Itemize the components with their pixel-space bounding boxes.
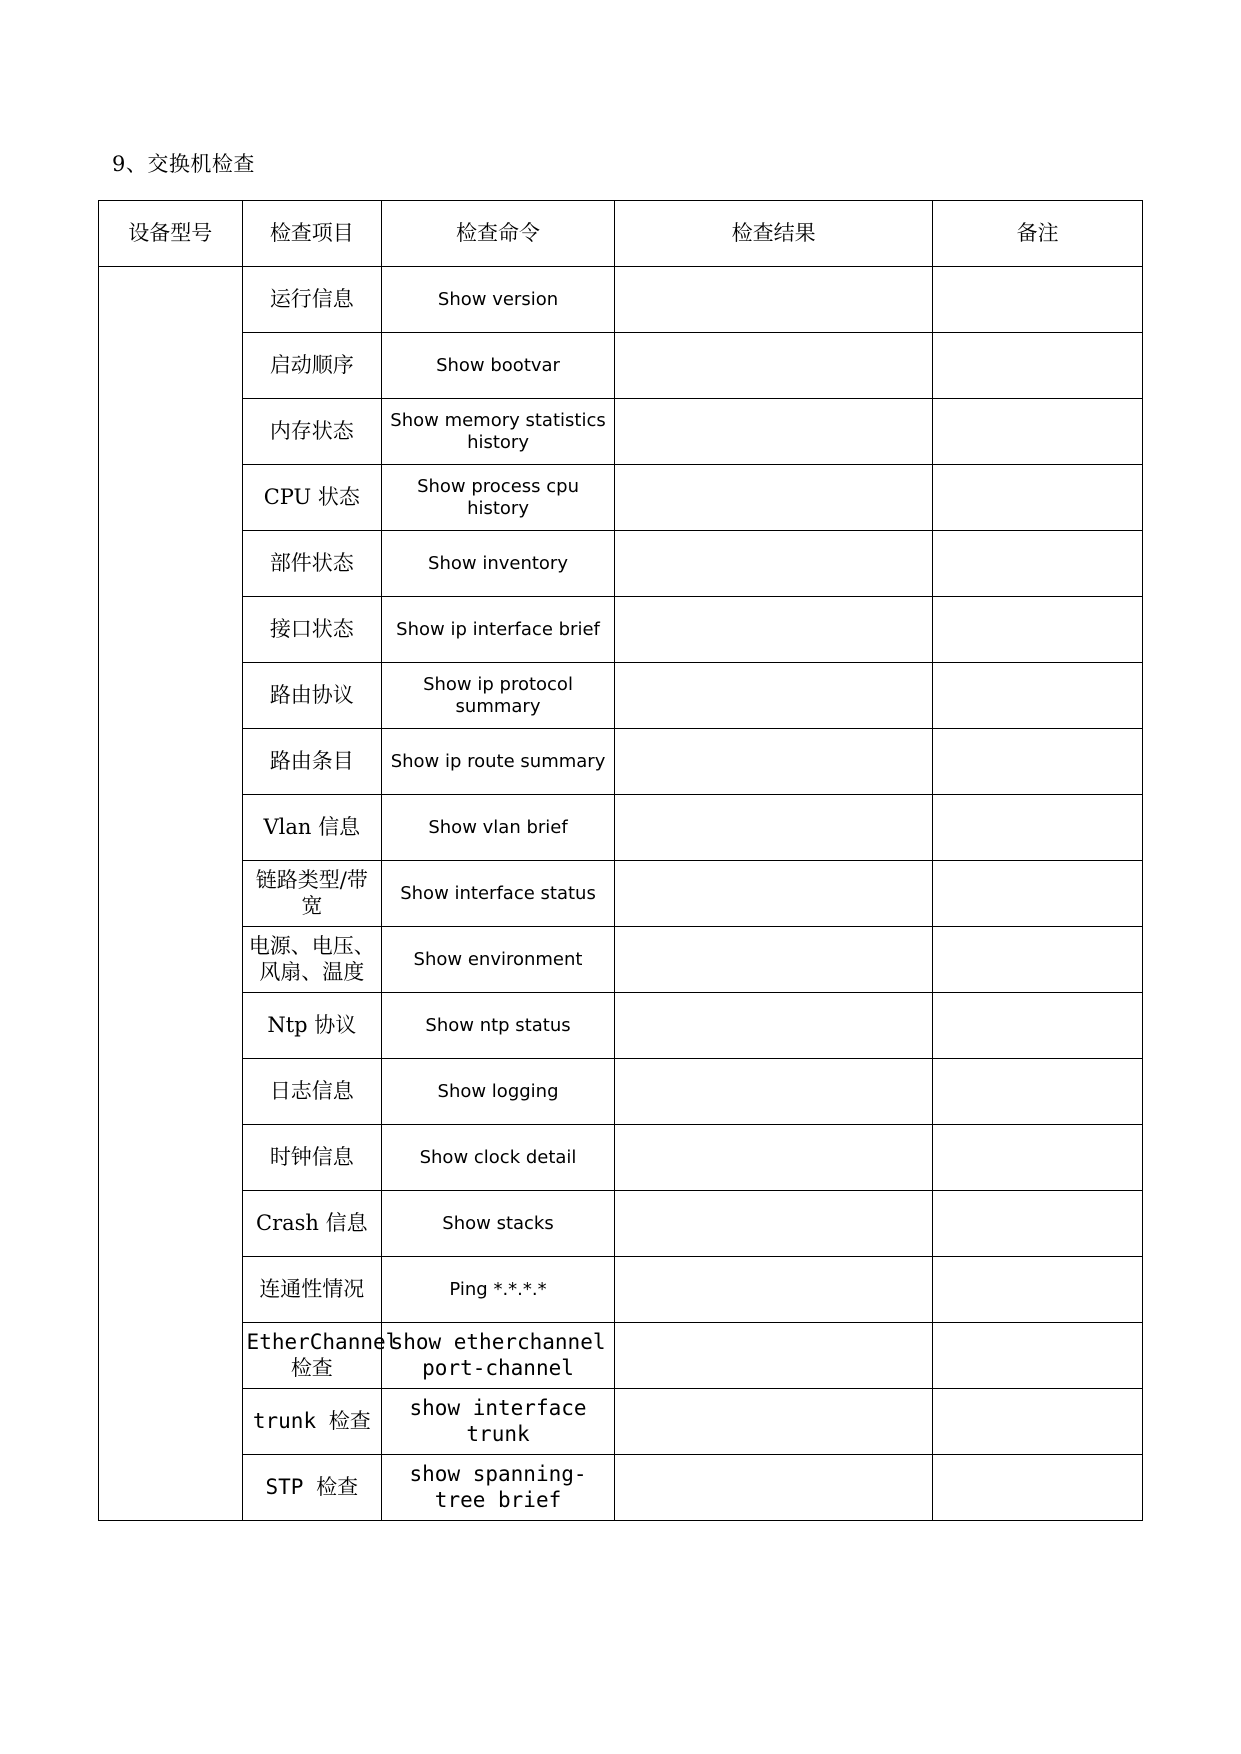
check-command-text: Show interface status xyxy=(400,882,596,904)
check-item-cell xyxy=(242,1257,382,1323)
check-result-cell[interactable] xyxy=(614,1323,932,1389)
check-command-cell xyxy=(382,1191,615,1257)
table-row xyxy=(99,1191,1143,1257)
check-item-text: 链路类型/带宽 xyxy=(255,868,368,918)
note-cell[interactable] xyxy=(933,267,1143,333)
header-check-command: 检查命令 xyxy=(382,201,615,267)
table-row xyxy=(99,663,1143,729)
table-row xyxy=(99,1455,1143,1521)
check-item-text: trunk 检查 xyxy=(252,1408,371,1433)
check-item-cell xyxy=(242,927,382,993)
check-command-cell xyxy=(382,1059,615,1125)
check-item-text: STP 检查 xyxy=(265,1474,359,1499)
header-check-result: 检查结果 xyxy=(614,201,932,267)
check-command-text: Show environment xyxy=(413,948,583,970)
check-item-cell xyxy=(242,1191,382,1257)
check-result-cell[interactable] xyxy=(614,927,932,993)
table-row xyxy=(99,267,1143,333)
check-item-cell xyxy=(242,531,382,597)
check-command-text: Show inventory xyxy=(428,552,568,574)
note-cell[interactable] xyxy=(933,531,1143,597)
table-row xyxy=(99,1389,1143,1455)
switch-check-table xyxy=(98,200,1143,1521)
check-command-text: Show logging xyxy=(437,1080,559,1102)
check-result-cell[interactable] xyxy=(614,465,932,531)
check-item-cell xyxy=(242,861,382,927)
check-item-cell xyxy=(242,399,382,465)
note-cell[interactable] xyxy=(933,1389,1143,1455)
check-command-text: Show ntp status xyxy=(425,1014,571,1036)
check-item-text: 连通性情况 xyxy=(259,1276,365,1301)
table-row xyxy=(99,1125,1143,1191)
note-cell[interactable] xyxy=(933,465,1143,531)
table-row xyxy=(99,729,1143,795)
note-cell[interactable] xyxy=(933,1191,1143,1257)
note-cell[interactable] xyxy=(933,1455,1143,1521)
check-item-text: 路由条目 xyxy=(269,748,354,773)
check-item-cell xyxy=(242,1323,399,1389)
check-result-cell[interactable] xyxy=(614,1059,932,1125)
check-item-text: 时钟信息 xyxy=(269,1144,354,1169)
check-item-cell xyxy=(242,993,382,1059)
check-item-cell xyxy=(242,597,382,663)
table-row xyxy=(99,861,1143,927)
check-command-text: Show memory statistics history xyxy=(390,409,606,453)
check-item-text: EtherChannel 检查 xyxy=(246,1330,399,1380)
table-body xyxy=(99,267,1143,1521)
check-item-cell xyxy=(242,1059,382,1125)
check-command-text: Show ip interface brief xyxy=(396,618,600,640)
check-result-cell[interactable] xyxy=(614,795,932,861)
check-command-cell xyxy=(382,399,615,465)
check-result-cell[interactable] xyxy=(614,399,932,465)
check-item-cell xyxy=(242,333,382,399)
check-result-cell[interactable] xyxy=(614,1455,932,1521)
check-result-cell[interactable] xyxy=(614,531,932,597)
check-command-text: Show clock detail xyxy=(419,1146,577,1168)
check-command-text: show interface trunk xyxy=(409,1396,587,1446)
check-item-cell xyxy=(242,729,382,795)
check-command-cell xyxy=(382,465,615,531)
check-item-cell xyxy=(242,1125,382,1191)
table-row xyxy=(99,465,1143,531)
check-item-cell xyxy=(242,465,382,531)
device-model-cell[interactable] xyxy=(99,267,243,1521)
check-command-cell xyxy=(382,531,615,597)
check-item-text: CPU 状态 xyxy=(263,484,360,509)
note-cell[interactable] xyxy=(933,1125,1143,1191)
header-note: 备注 xyxy=(933,201,1143,267)
note-cell[interactable] xyxy=(933,993,1143,1059)
check-command-cell xyxy=(382,663,615,729)
check-command-cell xyxy=(382,1323,615,1389)
check-result-cell[interactable] xyxy=(614,993,932,1059)
table-row xyxy=(99,993,1143,1059)
note-cell[interactable] xyxy=(933,1323,1143,1389)
check-item-text: 接口状态 xyxy=(269,616,354,641)
check-command-text: Show process cpu history xyxy=(417,475,579,519)
header-device-model: 设备型号 xyxy=(99,201,243,267)
check-result-cell[interactable] xyxy=(614,861,932,927)
check-item-cell xyxy=(242,1389,382,1455)
note-cell[interactable] xyxy=(933,729,1143,795)
check-item-text: 日志信息 xyxy=(269,1078,354,1103)
check-result-cell[interactable] xyxy=(614,333,932,399)
check-item-cell xyxy=(242,267,382,333)
table-row xyxy=(99,597,1143,663)
check-command-cell xyxy=(382,795,615,861)
table-row xyxy=(99,399,1143,465)
check-command-text: Ping *.*.*.* xyxy=(449,1278,547,1300)
check-item-text: 电源、电压、风扇、温度 xyxy=(248,934,375,984)
table-row xyxy=(99,795,1143,861)
table-row xyxy=(99,1257,1143,1323)
table-row xyxy=(99,1323,1143,1389)
check-command-text: show etherchannel port-channel xyxy=(390,1330,606,1380)
check-result-cell[interactable] xyxy=(614,1125,932,1191)
check-item-cell xyxy=(242,795,382,861)
table-row xyxy=(99,927,1143,993)
check-result-cell[interactable] xyxy=(614,1257,932,1323)
note-cell[interactable] xyxy=(933,663,1143,729)
check-command-text: Show ip protocol summary xyxy=(423,673,573,717)
note-cell[interactable] xyxy=(933,927,1143,993)
check-command-cell xyxy=(382,1257,615,1323)
check-command-text: Show vlan brief xyxy=(428,816,568,838)
check-command-cell xyxy=(382,597,615,663)
check-item-cell xyxy=(242,1455,382,1521)
check-item-text: 内存状态 xyxy=(269,418,354,443)
note-cell[interactable] xyxy=(933,333,1143,399)
check-command-cell xyxy=(382,729,615,795)
table-row xyxy=(99,531,1143,597)
note-cell[interactable] xyxy=(933,795,1143,861)
check-command-cell xyxy=(382,1125,615,1191)
check-result-cell[interactable] xyxy=(614,729,932,795)
section-title: 9、交换机检查 xyxy=(112,152,255,176)
check-command-cell xyxy=(382,1389,615,1455)
check-command-cell xyxy=(382,1455,615,1521)
note-cell[interactable] xyxy=(933,861,1143,927)
check-command-text: Show bootvar xyxy=(436,354,560,376)
check-item-text: 运行信息 xyxy=(269,286,354,311)
note-cell[interactable] xyxy=(933,597,1143,663)
check-command-cell xyxy=(382,993,615,1059)
check-result-cell[interactable] xyxy=(614,267,932,333)
check-command-text: Show ip route summary xyxy=(390,750,606,772)
check-command-cell xyxy=(382,333,615,399)
check-result-cell[interactable] xyxy=(614,1389,932,1455)
note-cell[interactable] xyxy=(933,1059,1143,1125)
table-header-row xyxy=(99,201,1143,267)
header-check-item: 检查项目 xyxy=(242,201,382,267)
table-row xyxy=(99,1059,1143,1125)
note-cell[interactable] xyxy=(933,399,1143,465)
check-command-cell xyxy=(382,927,615,993)
check-item-text: Crash 信息 xyxy=(256,1210,368,1235)
check-item-text: Ntp 协议 xyxy=(267,1012,357,1037)
table-row xyxy=(99,333,1143,399)
check-result-cell[interactable] xyxy=(614,663,932,729)
check-command-cell xyxy=(382,267,615,333)
check-item-text: Vlan 信息 xyxy=(263,814,361,839)
check-item-text: 部件状态 xyxy=(269,550,354,575)
check-item-text: 启动顺序 xyxy=(269,352,354,377)
check-command-text: Show stacks xyxy=(442,1212,554,1234)
check-command-cell xyxy=(382,861,615,927)
check-item-text: 路由协议 xyxy=(269,682,354,707)
note-cell[interactable] xyxy=(933,1257,1143,1323)
check-item-cell xyxy=(242,663,382,729)
check-command-text: Show version xyxy=(437,288,559,310)
check-result-cell[interactable] xyxy=(614,597,932,663)
check-result-cell[interactable] xyxy=(614,1191,932,1257)
check-command-text: show spanning-tree brief xyxy=(409,1462,587,1512)
